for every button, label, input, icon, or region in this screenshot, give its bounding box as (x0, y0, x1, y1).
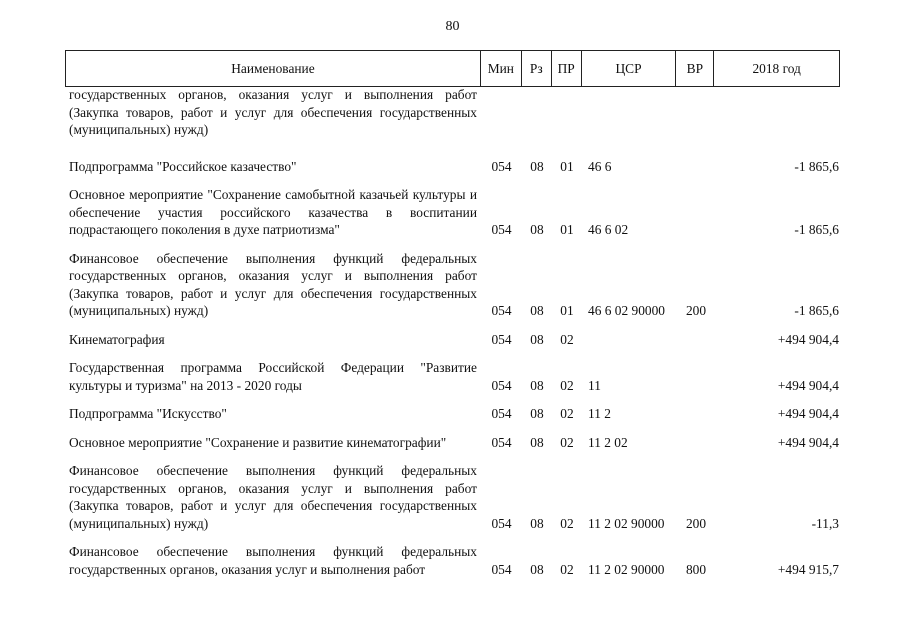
table-body (65, 86, 840, 578)
row-name: Финансовое обеспечение выполнения функций федеральных государственных органов, оказания услуг и выполнения работ (Закупка товаров, работ и услуг для обеспечения государственных (муниципальных) нужд) (69, 463, 477, 531)
row-name: Кинематография (69, 331, 165, 347)
row-vr: 200 (685, 515, 707, 531)
row-csr: 11 2 02 (588, 434, 628, 450)
budget-table (65, 50, 840, 578)
row-name: государственных органов, оказания услуг и выполнения работ (Закупка товаров, работ и услуг для обеспечения государственных (муниципальных) нужд) (69, 87, 477, 137)
row-csr: 11 2 02 90000 (588, 515, 665, 531)
row-rz: 08 (530, 222, 544, 237)
row-min: 054 (491, 331, 512, 347)
row-pr: 01 (560, 222, 574, 237)
row-value: -1 865,6 (794, 303, 839, 318)
row-pr: 02 (560, 377, 574, 393)
row-csr: 11 2 (588, 406, 611, 421)
row-pr: 01 (560, 303, 574, 318)
row-min: 054 (491, 561, 512, 577)
table-row (65, 86, 840, 139)
row-rz: 08 (530, 515, 544, 531)
table-row (65, 462, 840, 532)
row-value: -11,3 (811, 515, 839, 531)
row-csr: 46 6 02 90000 (588, 303, 665, 318)
row-rz: 08 (530, 406, 544, 421)
row-csr: 11 2 02 90000 (588, 561, 665, 577)
row-min: 054 (491, 434, 512, 450)
row-pr: 02 (560, 561, 574, 577)
row-csr: 46 6 (588, 158, 612, 174)
row-pr: 02 (560, 434, 574, 450)
row-rz: 08 (530, 303, 544, 318)
row-pr: 02 (560, 406, 574, 421)
row-name: Подпрограмма "Российское казачество" (69, 158, 297, 174)
row-min: 054 (491, 406, 512, 421)
table-row (65, 359, 840, 394)
row-name: Финансовое обеспечение выполнения функций федеральных государственных органов, оказания услуг и выполнения работ (Закупка товаров, работ и услуг для обеспечения государственных (муниципальных) нужд) (69, 250, 477, 318)
row-value: -1 865,6 (794, 222, 839, 237)
row-rz: 08 (530, 158, 544, 174)
page-number: 80 (445, 19, 460, 34)
row-min: 054 (491, 222, 512, 237)
table-row (65, 405, 840, 423)
table-row (65, 158, 840, 176)
row-min: 054 (491, 515, 512, 531)
header-csr: ЦСР (582, 51, 677, 86)
header-min: Мин (481, 51, 522, 86)
table-row (65, 186, 840, 239)
row-value: +494 904,4 (777, 377, 839, 393)
row-min: 054 (491, 303, 512, 318)
row-value: +494 904,4 (777, 331, 839, 347)
row-min: 054 (491, 158, 512, 174)
row-rz: 08 (530, 561, 544, 577)
row-vr: 800 (685, 561, 707, 577)
row-name: Государственная программа Российской Федерации "Развитие культуры и туризма" на 2013 - 2020 годы (69, 360, 477, 393)
row-value: +494 904,4 (777, 406, 839, 421)
table-row (65, 434, 840, 452)
row-name: Основное мероприятие "Сохранение самобытной казачьей культуры и обеспечение участия российского казачества в воспитании подрастающего поколения в духе патриотизма" (69, 187, 477, 237)
row-vr: 200 (685, 303, 707, 318)
row-rz: 08 (530, 377, 544, 393)
row-csr: 11 (588, 377, 601, 393)
table-row (65, 250, 840, 320)
row-pr: 01 (560, 158, 574, 174)
header-pr: ПР (552, 51, 582, 86)
header-rz: Рз (522, 51, 552, 86)
row-pr: 02 (560, 331, 574, 347)
row-name: Основное мероприятие "Сохранение и развитие кинематографии" (69, 434, 447, 450)
row-value: +494 915,7 (777, 561, 839, 577)
table-row (65, 331, 840, 349)
row-name: Финансовое обеспечение выполнения функций федеральных государственных органов, оказания услуг и выполнения работ (69, 544, 477, 577)
row-value: -1 865,6 (794, 158, 839, 174)
row-rz: 08 (530, 331, 544, 347)
table-header (65, 50, 840, 87)
row-min: 054 (491, 377, 512, 393)
row-rz: 08 (530, 434, 544, 450)
table-row (65, 543, 840, 578)
row-name: Подпрограмма "Искусство" (69, 406, 227, 421)
row-csr: 46 6 02 (588, 222, 629, 237)
row-value: +494 904,4 (777, 434, 839, 450)
header-vr: ВР (676, 51, 714, 86)
row-pr: 02 (560, 515, 574, 531)
header-year: 2018 год (752, 60, 801, 76)
header-name: Наименование (66, 51, 481, 86)
